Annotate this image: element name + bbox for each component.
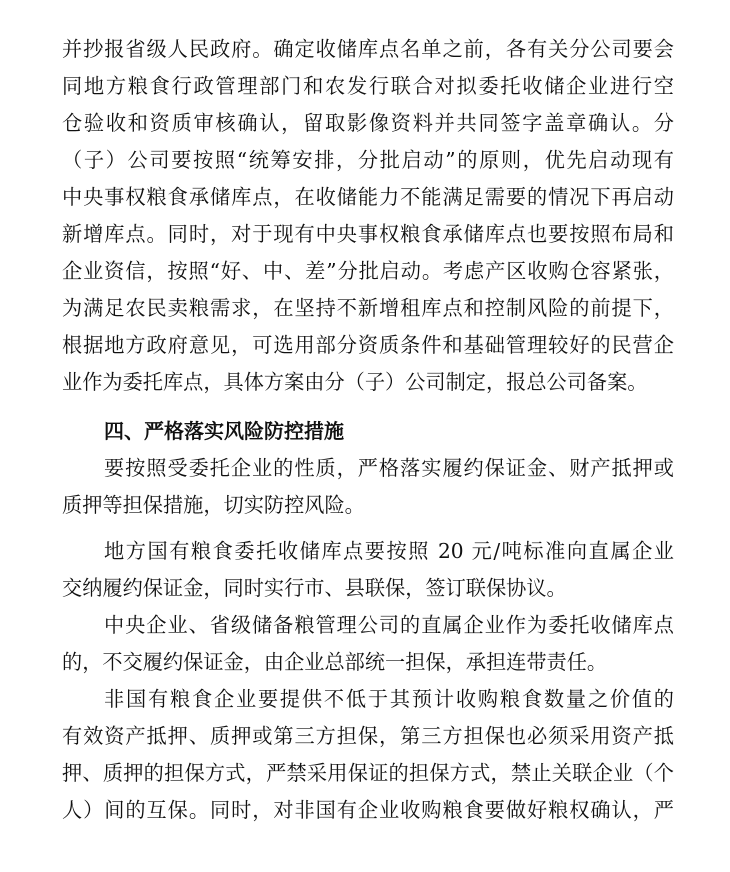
- text-line: 质押等担保措施，切实防控风险。: [62, 493, 365, 517]
- text-line: 企业资信，按照“好、中、差”分批启动。考虑产区收购仓容紧张，: [62, 259, 674, 283]
- text-line: 为满足农民卖粮需求，在坚持不新增租库点和控制风险的前提下，: [62, 296, 674, 320]
- section-heading: 四、严格落实风险防控措施: [104, 419, 344, 443]
- text-line: 押、质押的担保方式，严禁采用保证的担保方式，禁止关联企业（个: [62, 761, 674, 785]
- text-line: 要按照受委托企业的性质，严格落实履约保证金、财产抵押或: [104, 456, 674, 480]
- text-line: 同地方粮食行政管理部门和农发行联合对拟委托收储企业进行空: [62, 74, 674, 98]
- text-line: （子）公司要按照“统筹安排，分批启动”的原则，优先启动现有: [62, 148, 674, 172]
- text-line: 业作为委托库点，具体方案由分（子）公司制定，报总公司备案。: [62, 370, 648, 394]
- text-line: 非国有粮食企业要提供不低于其预计收购粮食数量之价值的: [104, 687, 674, 711]
- text-line: 并抄报省级人民政府。确定收储库点名单之前，各有关分公司要会: [62, 37, 674, 61]
- text-line: 地方国有粮食委托收储库点要按照 20 元/吨标准向直属企业: [104, 539, 674, 563]
- text-line: 仓验收和资质审核确认，留取影像资料并共同签字盖章确认。分: [62, 111, 674, 135]
- text-line: 有效资产抵押、质押或第三方担保，第三方担保也必须采用资产抵: [62, 724, 674, 748]
- text-line: 的，不交履约保证金，由企业总部统一担保，承担连带责任。: [62, 650, 608, 674]
- text-line: 交纳履约保证金，同时实行市、县联保，签订联保协议。: [62, 576, 567, 600]
- text-line: 根据地方政府意见，可选用部分资质条件和基础管理较好的民营企: [62, 333, 674, 357]
- text-line: 中央企业、省级储备粮管理公司的直属企业作为委托收储库点: [104, 613, 674, 637]
- text-line: 中央事权粮食承储库点，在收储能力不能满足需要的情况下再启动: [62, 185, 674, 209]
- text-line: 人）间的互保。同时，对非国有企业收购粮食要做好粮权确认，严: [62, 798, 674, 822]
- text-line: 新增库点。同时，对于现有中央事权粮食承储库点也要按照布局和: [62, 222, 674, 246]
